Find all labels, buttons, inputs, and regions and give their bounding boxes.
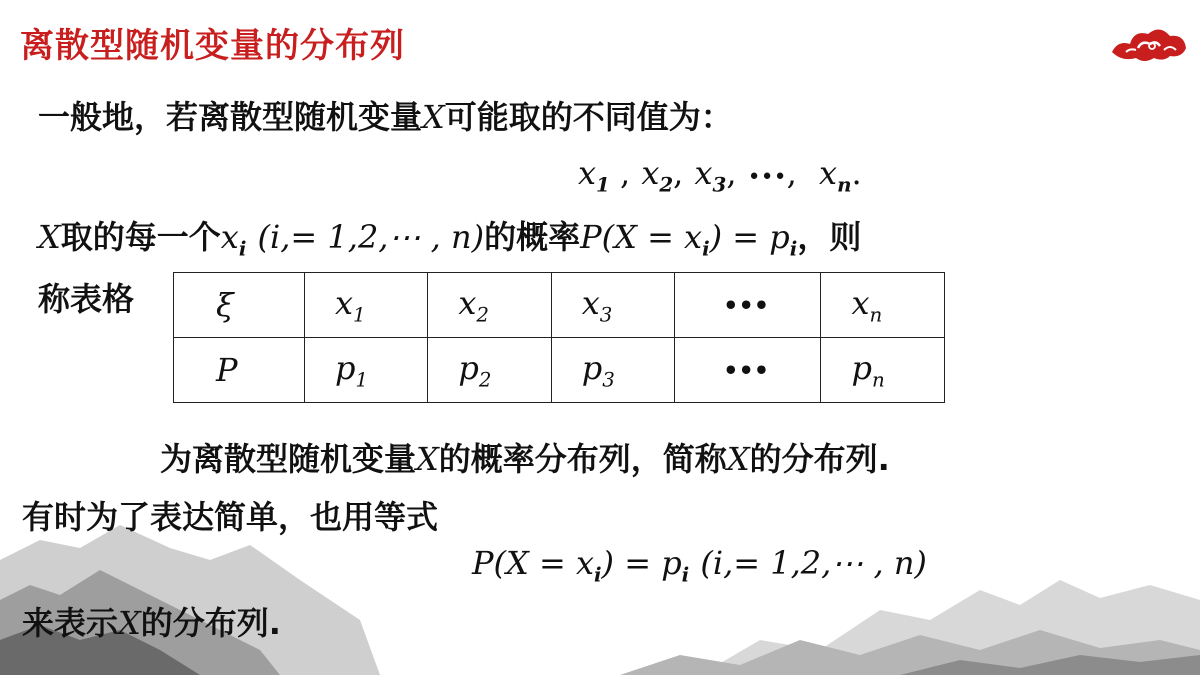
table-cell: ••• [675,273,821,338]
table-row-header: P [174,338,305,403]
table-row-header: ξ [174,273,305,338]
values-line: $x_1$ , $x_2$, $x_3$, •••, $x_n$. [578,154,862,197]
conclusion-line: 为离散型随机变量X的概率分布列，简称X的分布列. [160,440,890,478]
table-cell: $x_3$ [551,273,674,338]
auspicious-cloud-icon [1108,22,1190,64]
table-cell: $p_2$ [428,338,551,403]
table-cell: $x_n$ [821,273,945,338]
distribution-formula: $P(X = x_i) = p_i$ (i,= 1,2,⋯ , n) [472,544,927,587]
probability-line: X取的每一个$x_i$ (i,= 1,2,⋯ , n)的概率$P(X = x_i) = p_i$，则 [38,218,862,261]
table-cell: $p_3$ [551,338,674,403]
simple-expression-line: 有时为了表达简单，也用等式 [22,498,439,536]
table-cell: $p_1$ [304,338,427,403]
final-line: 来表示X的分布列. [22,604,281,642]
table-row [174,338,945,403]
table-cell: $x_2$ [428,273,551,338]
table-cell: $x_1$ [304,273,427,338]
intro-line: 一般地，若离散型随机变量X可能取的不同值为： [38,98,733,136]
page-title: 离散型随机变量的分布列 [20,26,405,66]
table-row [174,273,945,338]
table-cell: ••• [675,338,821,403]
table-cell: $p_n$ [821,338,945,403]
distribution-table [173,272,945,403]
table-label: 称表格 [38,280,135,318]
